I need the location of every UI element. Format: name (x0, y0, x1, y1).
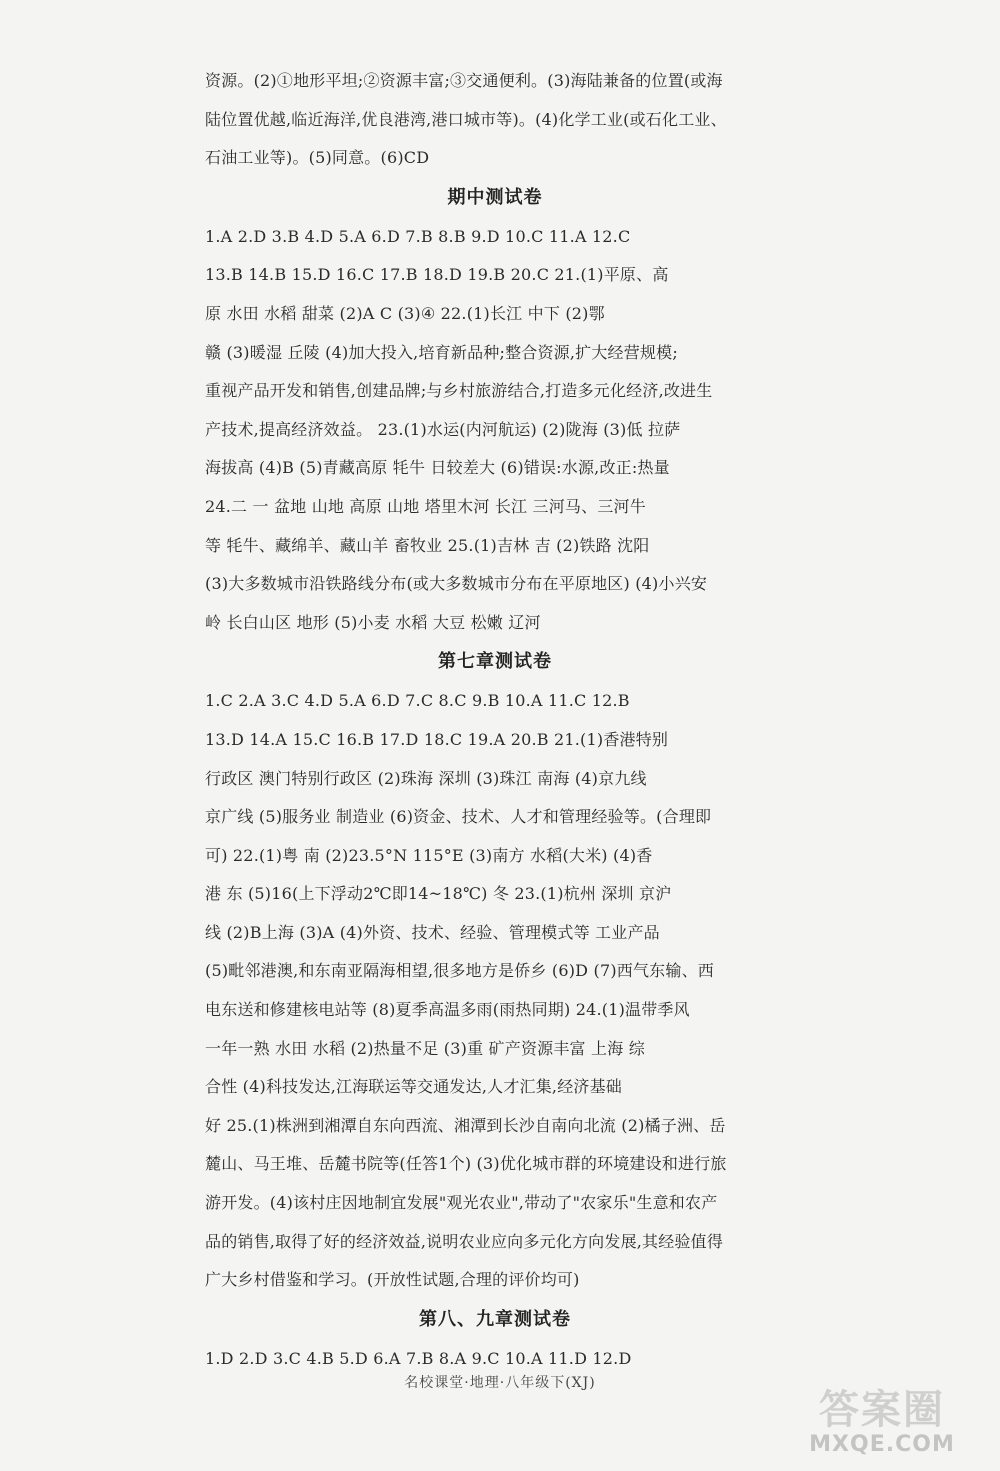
text-line: 等 牦牛、藏绵羊、藏山羊 畜牧业 25.(1)吉林 吉 (2)铁路 沈阳 (205, 535, 650, 555)
text-line: 合性 (4)科技发达,江海联运等交通发达,人才汇集,经济基础 (205, 1077, 623, 1097)
text-line: 赣 (3)暖湿 丘陵 (4)加大投入,培育新品种;整合资源,扩大经营规模; (205, 342, 678, 362)
text-line: (5)毗邻港澳,和东南亚隔海相望,很多地方是侨乡 (6)D (7)西气东输、西 (205, 961, 714, 981)
text-line: 京广线 (5)服务业 制造业 (6)资金、技术、人才和管理经验等。(合理即 (205, 807, 712, 827)
page-footer: 名校课堂·地理·八年级下(XJ) (404, 1375, 596, 1391)
text-line: 好 25.(1)株洲到湘潭自东向西流、湘潭到长沙自南向北流 (2)橘子洲、岳 (205, 1115, 726, 1135)
text-line: 1.A 2.D 3.B 4.D 5.A 6.D 7.B 8.B 9.D 10.C 11.A 12.C (205, 226, 631, 246)
text-line: 13.B 14.B 15.D 16.C 17.B 18.D 19.B 20.C 21.(1)平原、高 (205, 265, 669, 285)
text-line: 24.二 一 盆地 山地 高原 山地 塔里木河 长江 三河马、三河牛 (205, 496, 646, 516)
text-line: 13.D 14.A 15.C 16.B 17.D 18.C 19.A 20.B 21.(1)香港特别 (205, 729, 669, 749)
text-line: 1.C 2.A 3.C 4.D 5.A 6.D 7.C 8.C 9.B 10.A 11.C 12.B (205, 691, 630, 711)
text-line: 陆位置优越,临近海洋,优良港湾,港口城市等)。(4)化学工业(或石化工业、 (205, 109, 727, 129)
text-line: 品的销售,取得了好的经济效益,说明农业应向多元化方向发展,其经验值得 (205, 1231, 724, 1251)
section-chapter-7 (205, 642, 785, 1300)
watermark-url: MXQE.COM (809, 1432, 955, 1457)
text-line: 游开发。(4)该村庄因地制宜发展"观光农业",带动了"农家乐"生意和农产 (205, 1193, 718, 1213)
text-line: 一年一熟 水田 水稻 (2)热量不足 (3)重 矿产资源丰富 上海 综 (205, 1038, 645, 1058)
text-line: 行政区 澳门特别行政区 (2)珠海 深圳 (3)珠江 南海 (4)京九线 (205, 768, 647, 788)
text-line: 产技术,提高经济效益。 23.(1)水运(内河航运) (2)陇海 (3)低 拉萨 (205, 419, 681, 439)
section-continuation (205, 62, 785, 178)
text-line: 石油工业等)。(5)同意。(6)CD (205, 148, 430, 168)
text-line: 线 (2)B上海 (3)A (4)外资、技术、经验、管理模式等 工业产品 (205, 922, 660, 942)
text-line: 港 东 (5)16(上下浮动2℃即14~18℃) 冬 23.(1)杭州 深圳 京沪 (205, 884, 672, 904)
section-midterm (205, 178, 785, 643)
text-line: 广大乡村借鉴和学习。(开放性试题,合理的评价均可) (205, 1270, 580, 1290)
text-line: 可) 22.(1)粤 南 (2)23.5°N 115°E (3)南方 水稻(大米) (4)香 (205, 845, 653, 865)
text-line: 麓山、马王堆、岳麓书院等(任答1个) (3)优化城市群的环境建设和进行旅 (205, 1154, 727, 1174)
text-line: 资源。(2)①地形平坦;②资源丰富;③交通便利。(3)海陆兼备的位置(或海 (205, 71, 723, 90)
section-heading: 期中测试卷 (447, 186, 543, 208)
text-line: 岭 长白山区 地形 (5)小麦 水稻 大豆 松嫩 辽河 (205, 612, 541, 632)
text-line: 1.D 2.D 3.C 4.B 5.D 6.A 7.B 8.A 9.C 10.A 11.D 12.D (205, 1348, 632, 1368)
watermark-logo-text: 答案圈 (819, 1387, 945, 1433)
text-line: 重视产品开发和销售,创建品牌;与乡村旅游结合,打造多元化经济,改进生 (205, 381, 713, 401)
section-heading: 第七章测试卷 (438, 651, 552, 673)
answer-key-page (205, 62, 785, 1378)
watermark-logo (792, 1387, 972, 1459)
text-line: (3)大多数城市沿铁路线分布(或大多数城市分布在平原地区) (4)小兴安 (205, 574, 708, 594)
section-heading: 第八、九章测试卷 (419, 1308, 571, 1330)
text-line: 海拔高 (4)B (5)青藏高原 牦牛 日较差大 (6)错误:水源,改正:热量 (205, 458, 670, 478)
text-line: 电东送和修建核电站等 (8)夏季高温多雨(雨热同期) 24.(1)温带季风 (205, 1000, 690, 1020)
section-chapter-8-9 (205, 1300, 785, 1379)
text-line: 原 水田 水稻 甜菜 (2)A C (3)④ 22.(1)长江 中下 (2)鄂 (205, 303, 605, 323)
